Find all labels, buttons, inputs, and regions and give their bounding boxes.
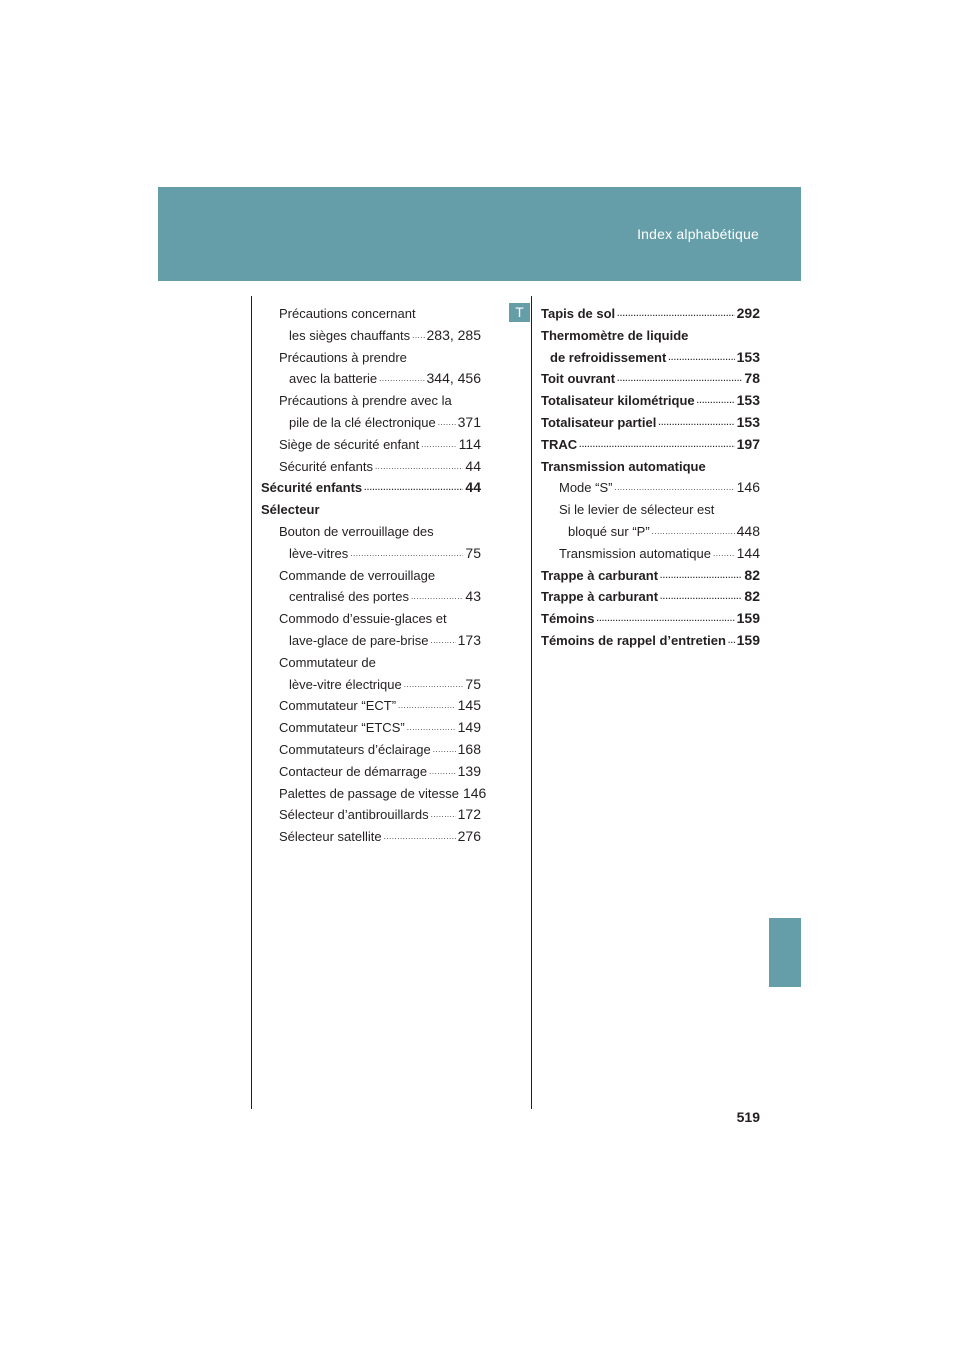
index-entry-label: Précautions à prendre bbox=[279, 349, 407, 365]
index-entry-label: Commutateur “ETCS” bbox=[279, 720, 405, 736]
index-entry-label: lève-vitre électrique bbox=[289, 676, 402, 692]
index-entry-label: avec la batterie bbox=[289, 371, 378, 387]
index-entry bbox=[261, 717, 481, 739]
index-entry-label: Transmission automatique bbox=[541, 458, 706, 474]
index-entry-page[interactable]: 82 bbox=[744, 566, 760, 583]
index-entry-page[interactable]: 159 bbox=[736, 610, 760, 627]
dot-leader bbox=[658, 412, 734, 434]
header-band bbox=[158, 187, 801, 281]
index-entry-label: Précautions à prendre avec la bbox=[279, 393, 452, 409]
dot-leader bbox=[431, 804, 456, 826]
dot-leader bbox=[668, 347, 734, 369]
index-entry-label: Toit ouvrant bbox=[541, 371, 616, 387]
index-entry-label: centralisé des portes bbox=[289, 589, 409, 605]
index-entry-page[interactable]: 168 bbox=[457, 740, 481, 757]
index-entry-page[interactable]: 172 bbox=[457, 806, 481, 823]
dot-leader bbox=[421, 434, 456, 456]
index-entry-label: Trappe à carburant bbox=[541, 589, 659, 605]
index-entry bbox=[541, 434, 760, 456]
index-entry-label: Commutateur “ECT” bbox=[279, 698, 397, 714]
dot-leader bbox=[728, 630, 735, 652]
section-letter-badge: T bbox=[509, 303, 530, 322]
index-entry-page[interactable]: 146 bbox=[462, 784, 487, 801]
index-entry-page[interactable]: 75 bbox=[465, 544, 481, 561]
index-entry-page[interactable]: 145 bbox=[457, 697, 481, 714]
index-entry bbox=[261, 630, 481, 652]
index-entry bbox=[261, 412, 481, 434]
index-entry bbox=[261, 303, 481, 325]
index-entry-label: Sélecteur d’antibrouillards bbox=[279, 807, 429, 823]
index-entry bbox=[261, 695, 481, 717]
index-entry-label: Témoins de rappel d’entretien bbox=[541, 632, 726, 648]
index-entry-page[interactable]: 44 bbox=[465, 479, 481, 496]
index-entry-page[interactable]: 197 bbox=[736, 435, 760, 452]
dot-leader bbox=[579, 434, 735, 456]
index-entry bbox=[261, 347, 481, 369]
index-entry bbox=[541, 477, 760, 499]
index-entry bbox=[541, 368, 760, 390]
index-entry-label: Commande de verrouillage bbox=[279, 567, 436, 583]
index-entry-page[interactable]: 75 bbox=[465, 675, 481, 692]
index-entry bbox=[541, 608, 760, 630]
index-entry-label: Commutateur de bbox=[279, 654, 376, 670]
index-entry-label: Contacteur de démarrage bbox=[279, 763, 428, 779]
column-rule-left bbox=[251, 296, 252, 1109]
index-entry bbox=[261, 608, 481, 630]
index-entry-label: les sièges chauffants bbox=[289, 327, 411, 343]
index-entry bbox=[261, 390, 481, 412]
dot-leader bbox=[364, 477, 463, 499]
index-entry-page[interactable]: 344, 456 bbox=[426, 370, 481, 387]
dot-leader bbox=[660, 586, 742, 608]
index-entry bbox=[541, 325, 760, 347]
dot-leader bbox=[404, 674, 464, 696]
dot-leader bbox=[433, 739, 456, 761]
index-entry bbox=[541, 521, 760, 543]
index-entry bbox=[261, 477, 481, 499]
index-entry-label: Transmission automatique bbox=[559, 545, 711, 561]
index-entry bbox=[261, 804, 481, 826]
dot-leader bbox=[614, 477, 734, 499]
index-entry-page[interactable]: 276 bbox=[457, 828, 481, 845]
dot-leader bbox=[407, 717, 456, 739]
index-entry-label: Si le levier de sélecteur est bbox=[559, 502, 715, 518]
index-entry bbox=[261, 325, 481, 347]
index-entry-page[interactable]: 292 bbox=[736, 305, 760, 321]
index-entry-page[interactable]: 114 bbox=[458, 435, 481, 452]
index-entry bbox=[541, 565, 760, 587]
index-entry-label: Mode “S” bbox=[559, 480, 613, 496]
index-column-right bbox=[541, 303, 760, 652]
index-entry-label: Palettes de passage de vitesse bbox=[279, 785, 459, 801]
index-entry bbox=[261, 826, 481, 848]
index-entry bbox=[541, 412, 760, 434]
index-entry-label: Siège de sécurité enfant bbox=[279, 436, 420, 452]
index-entry-label: Bouton de verrouillage des bbox=[279, 523, 434, 539]
index-entry-label: Témoins bbox=[541, 611, 595, 627]
dot-leader bbox=[350, 543, 463, 565]
index-entry-page[interactable]: 159 bbox=[736, 631, 760, 648]
dot-leader bbox=[379, 368, 424, 390]
index-entry bbox=[541, 543, 760, 565]
dot-leader bbox=[411, 586, 463, 608]
dot-leader bbox=[412, 325, 424, 347]
index-entry-page[interactable]: 146 bbox=[736, 479, 760, 496]
index-entry-page[interactable]: 283, 285 bbox=[426, 326, 481, 343]
index-entry-label: Tapis de sol bbox=[541, 306, 616, 321]
index-entry bbox=[261, 586, 481, 608]
index-entry-page[interactable]: 139 bbox=[457, 762, 481, 779]
index-entry-page[interactable]: 144 bbox=[736, 544, 760, 561]
page-number: 519 bbox=[736, 1109, 760, 1125]
dot-leader bbox=[384, 826, 456, 848]
dot-leader bbox=[430, 630, 455, 652]
index-entry-page[interactable]: 78 bbox=[744, 370, 760, 387]
index-entry-label: Précautions concernant bbox=[279, 306, 416, 321]
index-entry-page[interactable]: 448 bbox=[736, 522, 760, 539]
index-entry-page[interactable]: 149 bbox=[457, 719, 481, 736]
index-entry bbox=[541, 390, 760, 412]
index-entry bbox=[261, 521, 481, 543]
dot-leader bbox=[617, 368, 742, 390]
index-entry-label: TRAC bbox=[541, 436, 578, 452]
index-entry bbox=[541, 456, 760, 478]
index-entry-label: Commodo d’essuie-glaces et bbox=[279, 611, 447, 627]
dot-leader bbox=[398, 695, 456, 717]
index-column-left bbox=[261, 303, 487, 848]
index-entry bbox=[261, 652, 481, 674]
dot-leader bbox=[438, 412, 456, 434]
index-entry-label: bloqué sur “P” bbox=[568, 523, 650, 539]
dot-leader bbox=[596, 608, 734, 630]
index-entry bbox=[541, 303, 760, 325]
index-entry-label: de refroidissement bbox=[550, 349, 667, 365]
column-rule-middle bbox=[531, 296, 532, 1109]
chapter-tab bbox=[769, 918, 801, 987]
index-entry-page[interactable]: 44 bbox=[465, 457, 481, 474]
index-entry-label: lève-vitres bbox=[289, 545, 349, 561]
index-entry bbox=[261, 739, 481, 761]
header-title: Index alphabétique bbox=[637, 226, 759, 242]
index-entry bbox=[541, 347, 760, 369]
dot-leader bbox=[429, 761, 455, 783]
index-entry-page[interactable]: 153 bbox=[736, 348, 760, 365]
index-entry-page[interactable]: 371 bbox=[457, 413, 481, 430]
index-entry-label: Sélecteur bbox=[261, 502, 320, 518]
index-entry bbox=[261, 368, 481, 390]
dot-leader bbox=[713, 543, 735, 565]
index-entry bbox=[261, 565, 481, 587]
index-entry-label: Totalisateur kilométrique bbox=[541, 393, 695, 409]
index-entry-page[interactable]: 82 bbox=[744, 588, 760, 605]
index-entry-label: Commutateurs d’éclairage bbox=[279, 741, 431, 757]
index-entry bbox=[261, 434, 481, 456]
index-entry-label: pile de la clé électronique bbox=[289, 414, 436, 430]
dot-leader bbox=[652, 521, 735, 543]
index-entry bbox=[261, 674, 481, 696]
index-entry-label: Sécurité enfants bbox=[261, 480, 363, 496]
index-entry-page[interactable]: 153 bbox=[736, 392, 760, 409]
index-entry bbox=[541, 630, 760, 652]
index-entry-label: Sélecteur satellite bbox=[279, 829, 382, 845]
index-entry bbox=[261, 499, 481, 521]
index-entry-label: lave-glace de pare-brise bbox=[289, 632, 429, 648]
index-entry-label: Sécurité enfants bbox=[279, 458, 373, 474]
dot-leader bbox=[617, 303, 734, 325]
index-entry-page[interactable]: 153 bbox=[736, 413, 760, 430]
index-entry-page[interactable]: 173 bbox=[457, 631, 481, 648]
index-entry bbox=[261, 761, 481, 783]
dot-leader bbox=[660, 565, 742, 587]
dot-leader bbox=[697, 390, 735, 412]
dot-leader bbox=[375, 456, 463, 478]
index-entry bbox=[541, 586, 760, 608]
index-entry bbox=[261, 783, 487, 805]
index-entry-label: Totalisateur partiel bbox=[541, 414, 657, 430]
index-entry-page[interactable]: 43 bbox=[465, 588, 481, 605]
index-entry bbox=[541, 499, 760, 521]
index-entry bbox=[261, 456, 481, 478]
index-entry-label: Thermomètre de liquide bbox=[541, 327, 689, 343]
index-entry-label: Trappe à carburant bbox=[541, 567, 659, 583]
index-entry bbox=[261, 543, 481, 565]
